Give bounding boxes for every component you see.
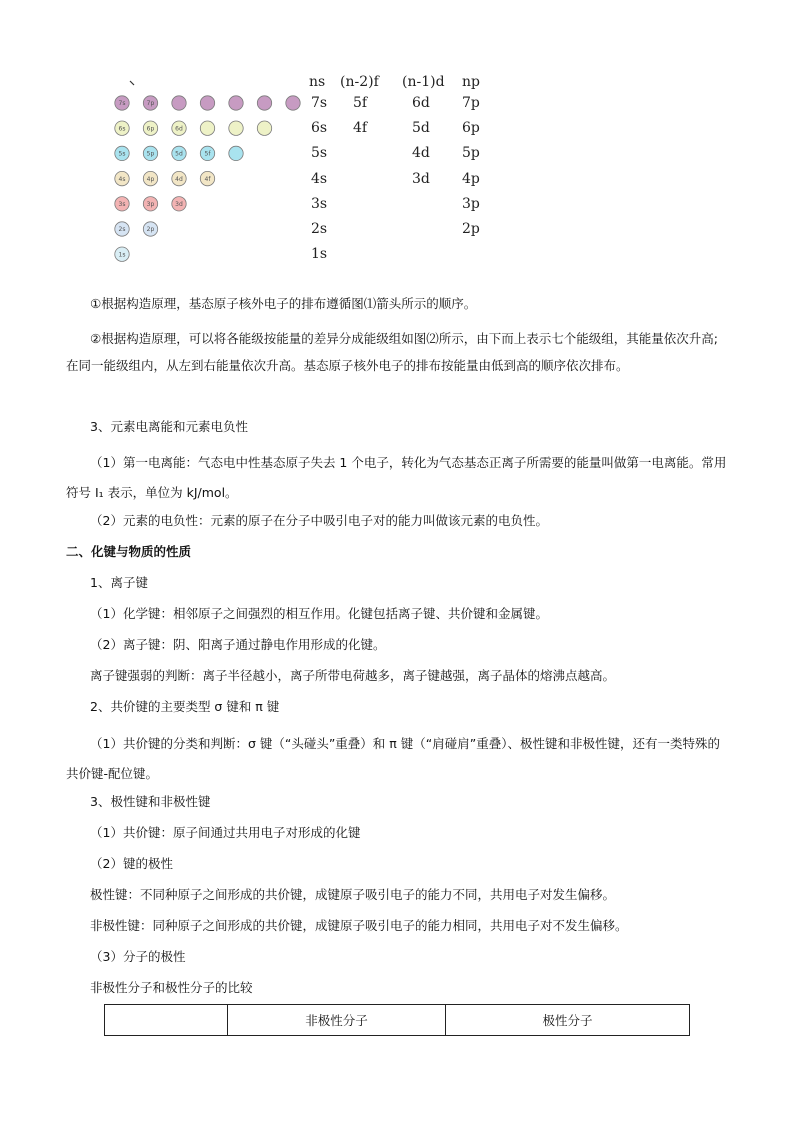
orbital-circle-grid <box>100 70 310 270</box>
para-construction-order: ①根据构造原理，基态原子核外电子的排布遵循图⑴箭头所示的顺序。 <box>90 296 477 311</box>
heading-ionic-bond: 1、离子键 <box>90 575 148 590</box>
orbital-label: 6s <box>118 125 126 133</box>
orbital-circle <box>229 121 243 135</box>
section-heading-bonds: 二、化键与物质的性质 <box>66 544 192 559</box>
energy-level-ns: 5s <box>311 145 328 162</box>
orbital-label: 4f <box>204 175 211 183</box>
energy-level-ns: 3s <box>311 195 328 212</box>
orbital-figure <box>100 70 500 270</box>
col-header-n2f: (n-2)f <box>340 74 379 90</box>
energy-level-ns: 1s <box>311 246 328 263</box>
energy-level-f: 5f <box>353 95 368 111</box>
col-header-np: np <box>462 74 480 90</box>
energy-level-ns: 7s <box>311 95 328 111</box>
orbital-label: 4d <box>175 175 183 183</box>
orbital-label: 5f <box>204 150 211 158</box>
energy-level-ns: 6s <box>311 120 328 137</box>
energy-level-d: 4d <box>412 145 430 162</box>
energy-level-ns: 2s <box>311 221 328 237</box>
heading-molecule-polarity: （3）分子的极性 <box>90 949 186 964</box>
orbital-label: 7s <box>118 100 126 108</box>
col-header-ns: ns <box>309 74 326 90</box>
para-covalent-bond: （1）共价键：原子间通过共用电子对形成的化键 <box>90 825 361 840</box>
heading-ionization-electronegativity: 3、元素电离能和元素电负性 <box>90 419 248 434</box>
orbital-label: 6d <box>175 125 183 133</box>
orbital-label: 6p <box>146 125 155 133</box>
energy-level-d: 6d <box>412 95 430 111</box>
orbital-circle <box>172 96 186 110</box>
orbital-label: 3p <box>146 201 155 208</box>
para-molecule-comparison: 非极性分子和极性分子的比较 <box>90 980 253 995</box>
para-chemical-bond: （1）化学键：相邻原子之间强烈的相互作用。化键包括离子键、共价键和金属键。 <box>90 606 548 621</box>
comparison-table <box>104 1004 690 1036</box>
orbital-label: 5s <box>118 150 126 158</box>
para-ionic-strength: 离子键强弱的判断：离子半径越小，离子所带电荷越多，离子键越强，离子晶体的熔沸点越高。 <box>90 668 616 683</box>
energy-level-np: 2p <box>462 221 480 237</box>
energy-level-f: 4f <box>353 120 368 137</box>
table-header-cell <box>105 1005 228 1036</box>
energy-level-np: 7p <box>462 95 480 111</box>
para-first-ionization: （1）第一电离能：气态电中性基态原子失去 1 个电子，转化为气态基态正离子所需要的能量叫做第一电离能。常用符号 I₁ 表示，单位为 kJ/mol。 <box>66 455 727 500</box>
energy-level-d: 3d <box>412 170 430 187</box>
orbital-circle <box>257 96 271 110</box>
orbital-label: 1s <box>118 251 126 259</box>
orbital-label: 3s <box>118 201 126 208</box>
col-header-n1d: (n-1)d <box>402 74 445 90</box>
orbital-label: 5p <box>146 150 155 158</box>
para-energy-groups: ②根据构造原理，可以将各能级按能量的差异分成能级组如图⑵所示，由下而上表示七个能级组，其能量依次升高; 在同一能级组内，从左到右能量依次升高。基态原子核外电子的排布按能量由低到高的顺序依次排布。 <box>66 331 718 373</box>
energy-level-np: 6p <box>462 120 480 137</box>
orbital-circle <box>229 96 243 110</box>
table-header-cell: 非极性分子 <box>228 1005 446 1036</box>
energy-level-np: 4p <box>462 170 480 187</box>
heading-bond-polarity: （2）键的极性 <box>90 856 173 871</box>
orbital-label: 5d <box>175 150 183 158</box>
energy-level-d: 5d <box>412 120 430 137</box>
energy-level-ns: 4s <box>311 170 328 187</box>
orbital-label: 2s <box>118 226 126 234</box>
table-header-row <box>105 1005 690 1036</box>
orbital-circle <box>200 121 214 135</box>
heading-covalent-types: 2、共价键的主要类型 σ 键和 π 键 <box>90 699 280 714</box>
energy-level-np: 3p <box>462 195 480 212</box>
orbital-label: 3d <box>175 201 183 208</box>
orbital-circle <box>257 121 271 135</box>
para-nonpolar-bond: 非极性键：同种原子之间形成的共价键，成键原子吸引电子的能力相同，共用电子对不发生偏移。 <box>90 918 628 933</box>
arrow-mark-icon <box>130 81 134 85</box>
orbital-label: 4p <box>146 175 155 183</box>
para-electronegativity: （2）元素的电负性：元素的原子在分子中吸引电子对的能力叫做该元素的电负性。 <box>90 513 548 528</box>
orbital-label: 4s <box>118 175 126 183</box>
para-covalent-classification: （1）共价键的分类和判断：σ 键（“头碰头”重叠）和 π 键（“肩碰肩”重叠）、极性键和非极性键，还有一类特殊的共价键-配位键。 <box>66 736 720 781</box>
orbital-circle <box>200 96 214 110</box>
orbital-label: 2p <box>146 226 155 234</box>
para-ionic-bond: （2）离子键：阴、阳离子通过静电作用形成的化键。 <box>90 637 386 652</box>
orbital-circle <box>286 96 300 110</box>
para-polar-bond: 极性键：不同种原子之间形成的共价键，成键原子吸引电子的能力不同，共用电子对发生偏移。 <box>90 887 616 902</box>
energy-level-np: 5p <box>462 145 480 162</box>
orbital-circle <box>229 146 243 160</box>
orbital-label: 7p <box>146 100 155 108</box>
table-header-cell: 极性分子 <box>446 1005 690 1036</box>
heading-polar-nonpolar-bond: 3、极性键和非极性键 <box>90 794 211 809</box>
